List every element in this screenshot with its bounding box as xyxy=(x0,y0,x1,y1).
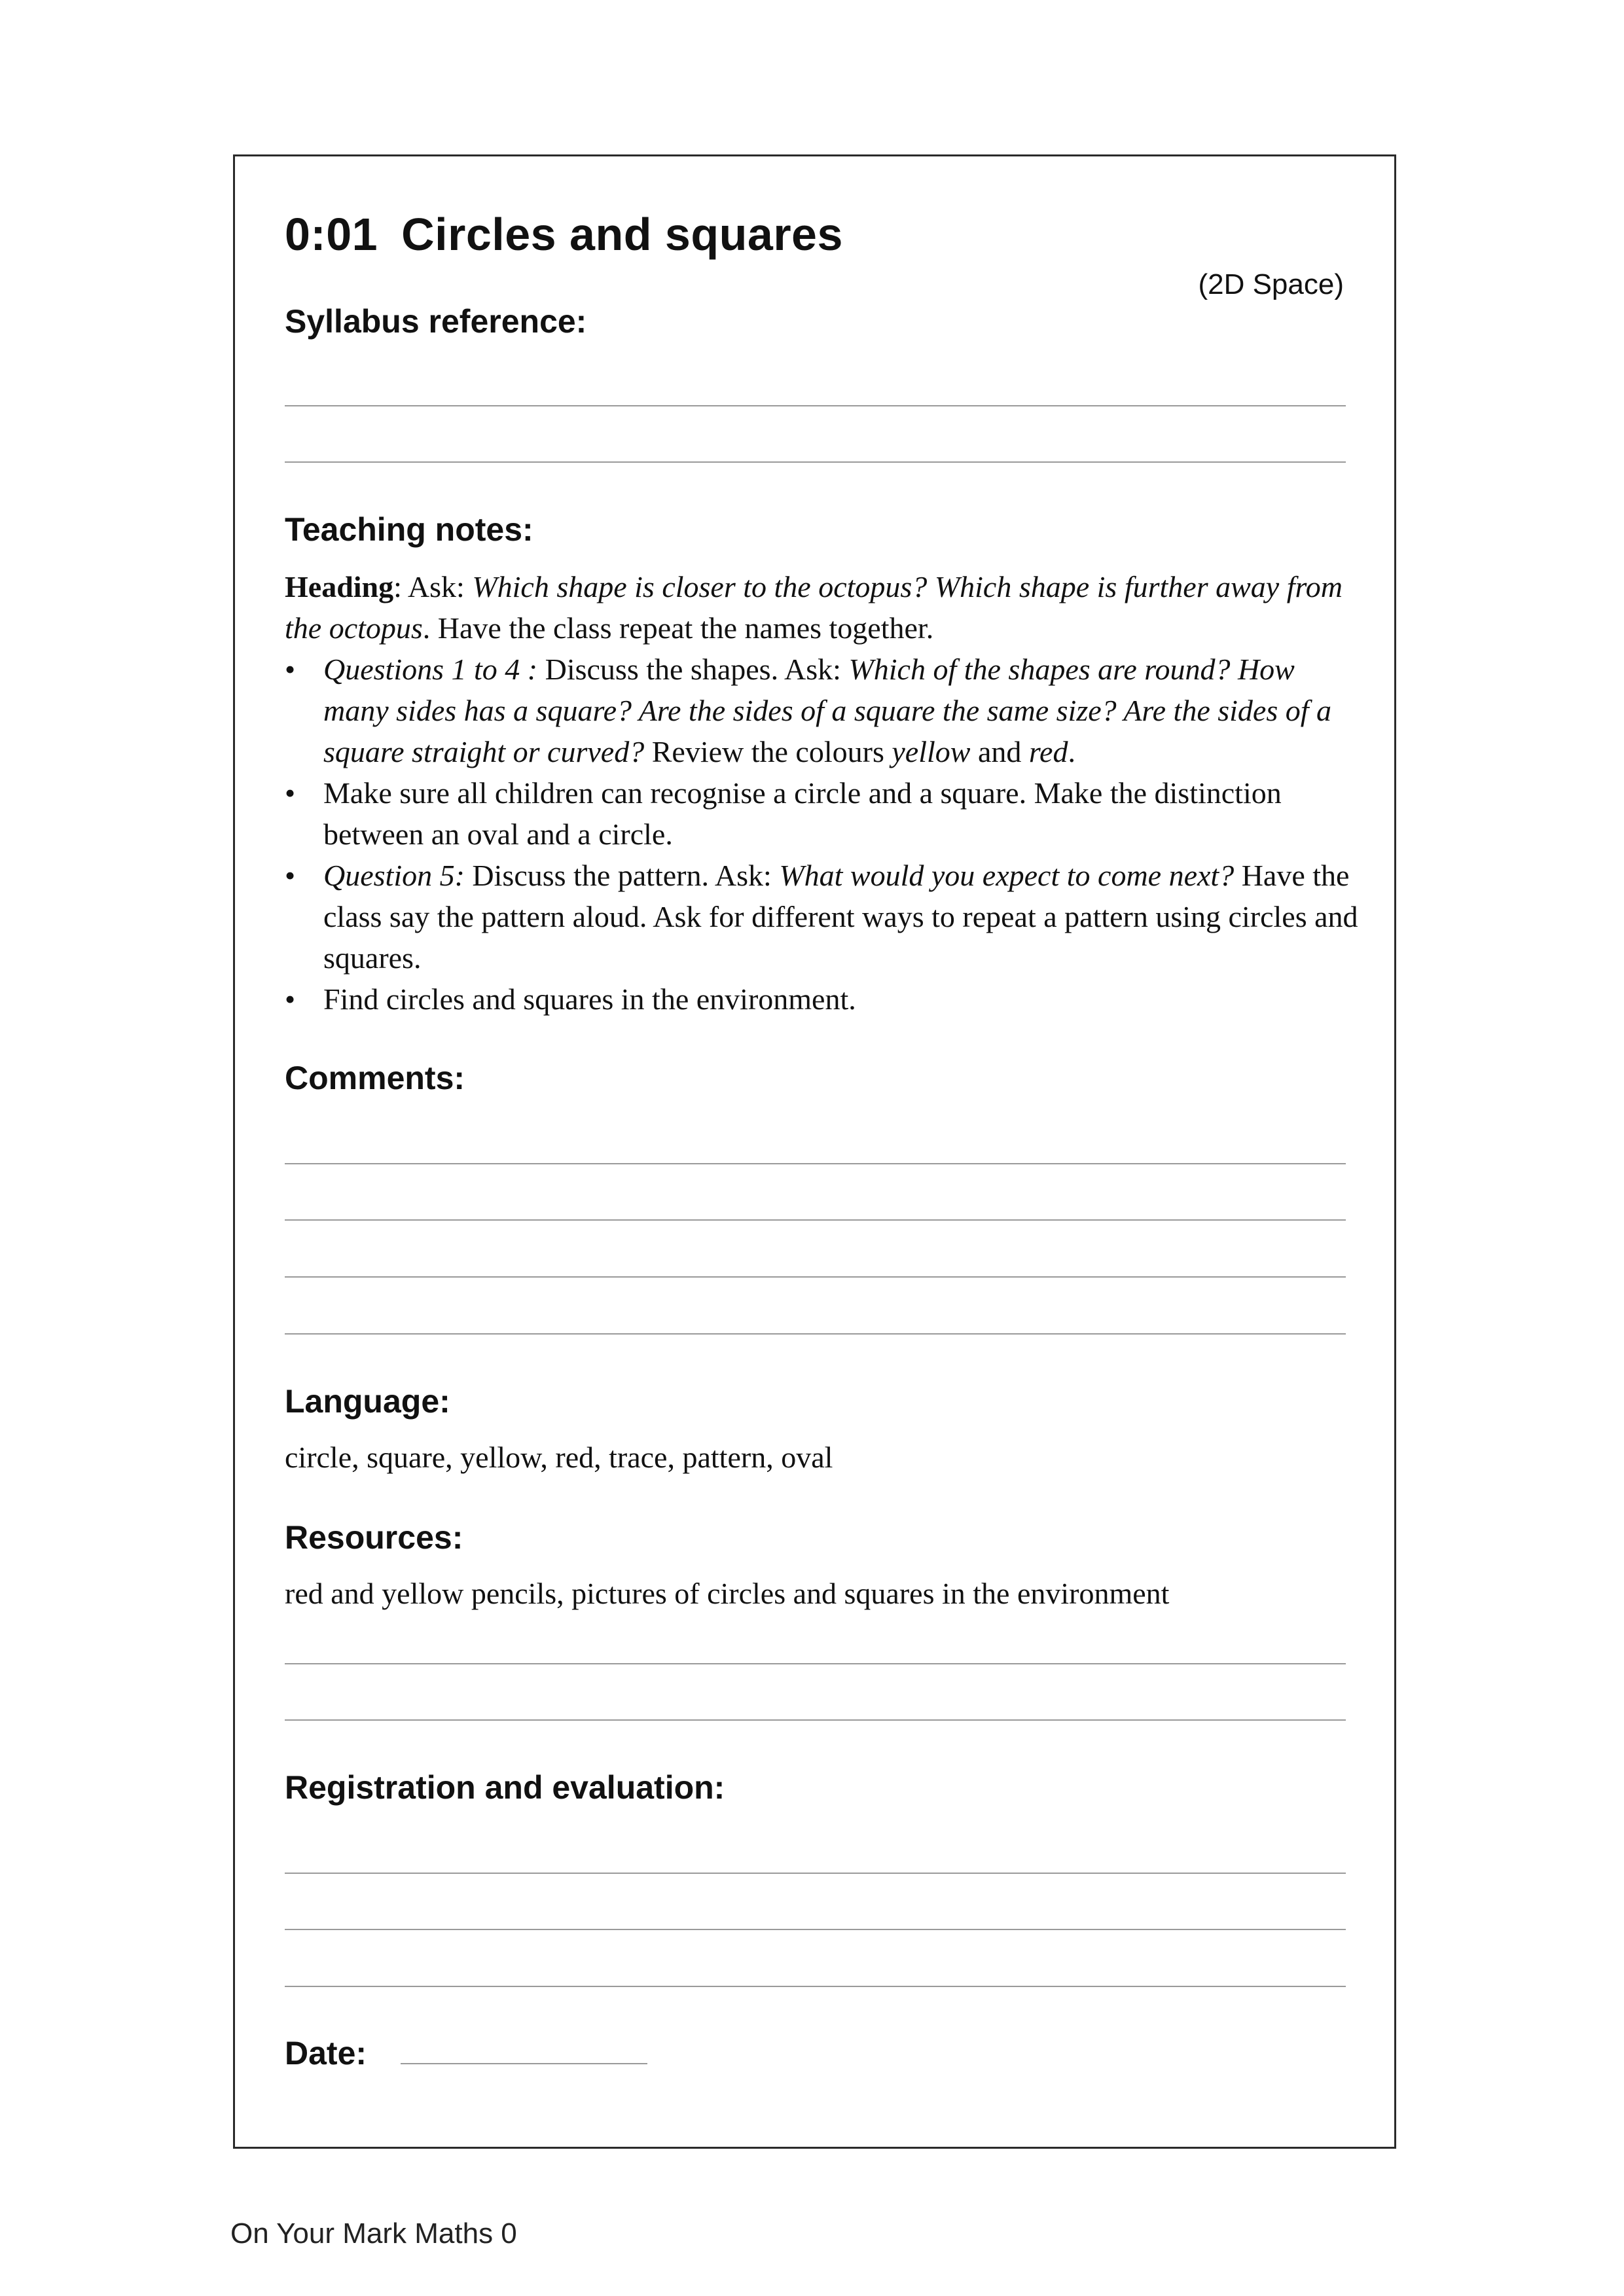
item-text: Discuss the pattern. Ask: xyxy=(464,859,780,892)
registration-writing-line[interactable] xyxy=(285,1986,1346,1987)
resources-text: red and yellow pencils, pictures of circles and squares in the environment xyxy=(285,1577,1170,1610)
intro-rest: . Have the class repeat the names together. xyxy=(422,611,934,645)
lesson-number: 0:01 xyxy=(285,209,378,260)
list-item xyxy=(285,855,1358,978)
intro-lead: Heading xyxy=(285,570,394,603)
intro-question: Which shape is closer to the octopus? Which shape is further away from the octopus xyxy=(285,570,1343,645)
item-label: Questions 1 to 4 : xyxy=(323,653,538,686)
lesson-title-text: Circles and squares xyxy=(401,209,843,260)
teaching-notes-heading: Teaching notes: xyxy=(285,511,533,548)
item-label: Question 5: xyxy=(323,859,465,892)
intro-sep: : Ask: xyxy=(393,570,473,603)
comments-writing-line[interactable] xyxy=(285,1333,1346,1335)
language-heading: Language: xyxy=(285,1383,450,1420)
syllabus-writing-line[interactable] xyxy=(285,405,1346,406)
resources-writing-line[interactable] xyxy=(285,1663,1346,1664)
registration-writing-line[interactable] xyxy=(285,1929,1346,1930)
list-item xyxy=(285,772,1358,855)
comments-writing-line[interactable] xyxy=(285,1163,1346,1164)
comments-heading: Comments: xyxy=(285,1060,465,1096)
comments-writing-line[interactable] xyxy=(285,1276,1346,1278)
bullet-icon: • xyxy=(285,982,296,1016)
item-question: What would you expect to come next? xyxy=(779,859,1235,892)
item-text: Review the colours xyxy=(644,735,892,768)
strand-label: (2D Space) xyxy=(1198,268,1344,300)
item-text: Have the class say the pattern aloud. Ask for different ways to repeat a pattern using circles and squares. xyxy=(323,859,1358,975)
resources-writing-line[interactable] xyxy=(285,1719,1346,1721)
lesson-title xyxy=(285,208,843,260)
syllabus-writing-line[interactable] xyxy=(285,461,1346,463)
date-field[interactable] xyxy=(401,2063,647,2064)
item-text: Find circles and squares in the environment. xyxy=(323,982,856,1016)
colour-word: yellow xyxy=(892,735,971,768)
comments-writing-line[interactable] xyxy=(285,1219,1346,1221)
colour-word: red xyxy=(1028,735,1068,768)
footer-text: On Your Mark Maths 0 xyxy=(230,2217,517,2250)
registration-writing-line[interactable] xyxy=(285,1873,1346,1874)
item-text: and xyxy=(970,735,1029,768)
language-text: circle, square, yellow, red, trace, pattern, oval xyxy=(285,1441,833,1474)
syllabus-heading: Syllabus reference: xyxy=(285,303,587,340)
list-item xyxy=(285,978,1358,1020)
teaching-notes-list xyxy=(285,649,1358,1020)
resources-heading: Resources: xyxy=(285,1519,463,1556)
item-text: . xyxy=(1068,735,1075,768)
date-label: Date: xyxy=(285,2035,367,2072)
page-frame xyxy=(233,154,1396,2149)
registration-heading: Registration and evaluation: xyxy=(285,1769,725,1806)
bullet-icon: • xyxy=(285,859,296,892)
item-text: Make sure all children can recognise a circle and a square. Make the distinction between an oval and a circle. xyxy=(323,776,1282,851)
item-text: Discuss the shapes. Ask: xyxy=(537,653,849,686)
teaching-notes-intro xyxy=(285,566,1358,649)
teaching-notes-body xyxy=(285,566,1358,1020)
list-item xyxy=(285,649,1358,772)
bullet-icon: • xyxy=(285,776,296,810)
item-question: Which of the shapes are round? How many sides has a square? Are the sides of a square the same size? Are the sides of a square straight or curved? xyxy=(323,653,1332,768)
bullet-icon: • xyxy=(285,653,296,686)
